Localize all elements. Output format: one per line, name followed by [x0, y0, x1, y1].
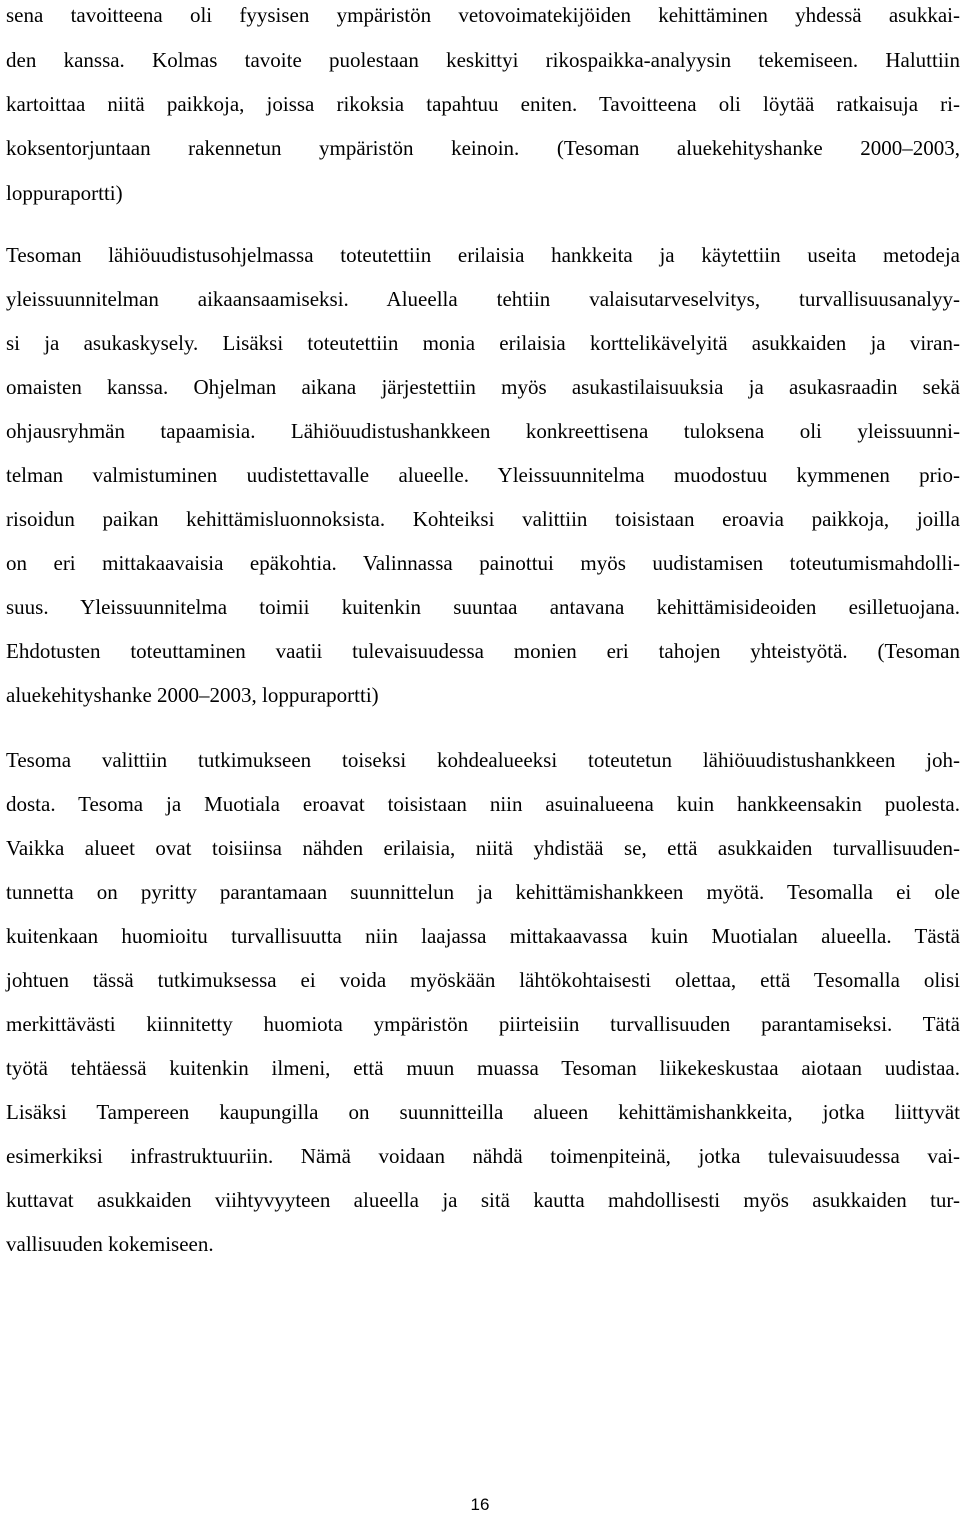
text-line: Tesoma valittiin tutkimukseen toiseksi kohdealueeksi toteutetun lähiöuudistushankkeen joh-	[6, 748, 960, 772]
text-line: loppuraportti)	[6, 181, 123, 205]
text-line: Tesoman lähiöuudistusohjelmassa toteutettiin erilaisia hankkeita ja käytettiin useita metodeja	[6, 243, 960, 267]
text-line: vallisuuden kokemiseen.	[6, 1232, 214, 1256]
text-line: sena tavoitteena oli fyysisen ympäristön vetovoimatekijöiden kehittäminen yhdessä asukkai-	[6, 3, 960, 27]
text-line: esimerkiksi infrastruktuuriin. Nämä voidaan nähdä toimenpiteinä, jotka tulevaisuudessa vai-	[6, 1144, 960, 1168]
text-line: kuttavat asukkaiden viihtyvyyteen alueella ja sitä kautta mahdollisesti myös asukkaiden tur-	[6, 1188, 960, 1212]
text-line: dosta. Tesoma ja Muotiala eroavat toisistaan niin asuinalueena kuin hankkeensakin puolesta.	[6, 792, 960, 816]
text-line: on eri mittakaavaisia epäkohtia. Valinnassa painottui myös uudistamisen toteutumismahdolli-	[6, 551, 960, 575]
text-line: ohjausryhmän tapaamisia. Lähiöuudistushankkeen konkreettisena tuloksena oli yleissuunni-	[6, 419, 960, 443]
text-line: si ja asukaskysely. Lisäksi toteutettiin monia erilaisia korttelikävelyitä asukkaiden ja viran-	[6, 331, 960, 355]
text-line: den kanssa. Kolmas tavoite puolestaan keskittyi rikospaikka-analyysin tekemiseen. Haluttiin	[6, 48, 960, 72]
text-line: kartoittaa niitä paikkoja, joissa rikoksia tapahtuu eniten. Tavoitteena oli löytää ratkaisuja ri-	[6, 92, 960, 116]
text-line: aluekehityshanke 2000–2003, loppuraportti)	[6, 683, 379, 707]
page-number: 16	[470, 1495, 490, 1514]
text-line: omaisten kanssa. Ohjelman aikana järjestettiin myös asukastilaisuuksia ja asukasraadin sekä	[6, 375, 960, 399]
text-line: Lisäksi Tampereen kaupungilla on suunnitteilla alueen kehittämishankkeita, jotka liittyvät	[6, 1100, 960, 1124]
text-line: suus. Yleissuunnitelma toimii kuitenkin suuntaa antavana kehittämisideoiden esilletuojana.	[6, 595, 960, 619]
text-line: johtuen tässä tutkimuksessa ei voida myöskään lähtökohtaisesti olettaa, että Tesomalla olisi	[6, 968, 960, 992]
text-line: työtä tehtäessä kuitenkin ilmeni, että muun muassa Tesoman liikekeskustaa aiotaan uudistaa.	[6, 1056, 960, 1080]
text-line: Vaikka alueet ovat toisiinsa nähden erilaisia, niitä yhdistää se, että asukkaiden turvallisuuden-	[6, 836, 960, 860]
text-line: kuitenkaan huomioitu turvallisuutta niin laajassa mittakaavassa kuin Muotialan alueella. Tästä	[6, 924, 960, 948]
text-line: telman valmistuminen uudistettavalle alueelle. Yleissuunnitelma muodostuu kymmenen prio-	[6, 463, 960, 487]
text-line: risoidun paikan kehittämisluonnoksista. Kohteiksi valittiin toisistaan eroavia paikkoja, joilla	[6, 507, 960, 531]
text-line: koksentorjuntaan rakennetun ympäristön keinoin. (Tesoman aluekehityshanke 2000–2003,	[6, 136, 960, 160]
text-line: tunnetta on pyritty parantamaan suunnittelun ja kehittämishankkeen myötä. Tesomalla ei ole	[6, 880, 960, 904]
text-line: yleissuunnitelman aikaansaamiseksi. Alueella tehtiin valaisutarveselvitys, turvallisuusanalyy-	[6, 287, 960, 311]
text-line: merkittävästi kiinnitetty huomiota ympäristön piirteisiin turvallisuuden parantamiseksi. Tätä	[6, 1012, 960, 1036]
text-line: Ehdotusten toteuttaminen vaatii tulevaisuudessa monien eri tahojen yhteistyötä. (Tesoman	[6, 639, 960, 663]
